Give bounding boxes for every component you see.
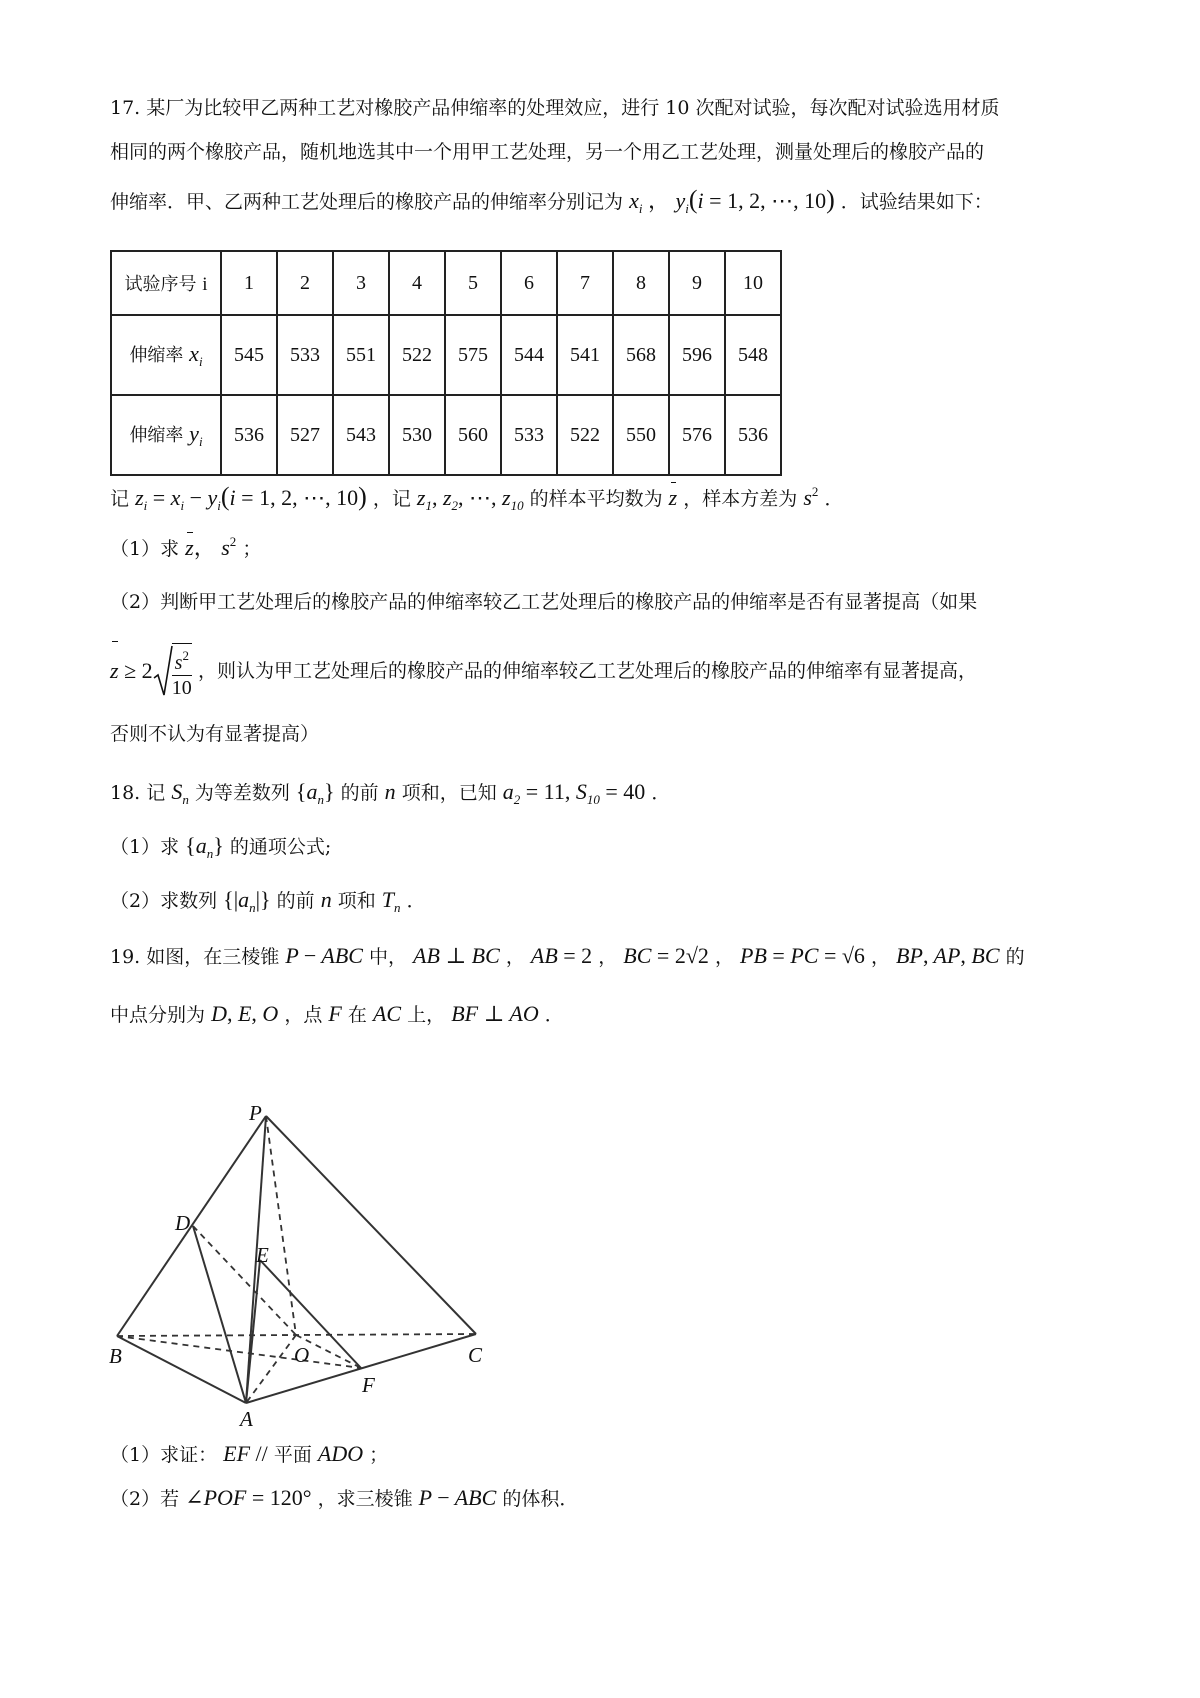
y-value-cell: 536 — [221, 395, 277, 475]
def-s2: $s^2$ — [803, 484, 819, 510]
def-formula-seq: $z_1$, $z_2$, ⋯, $z_{10}$ — [416, 485, 524, 513]
q19-part1-plane: 平面 — [273, 1444, 312, 1466]
q18-part1-prefix: （1）求 — [110, 836, 180, 858]
q18-n: n — [384, 779, 396, 804]
q19-segments: BP, AP, BC — [896, 943, 1000, 968]
q19-line2-above: 上， — [407, 1004, 446, 1026]
q19-bf-perp-ao: BF ⊥ AO — [451, 1001, 539, 1026]
part1-formula: z， $s^2$ — [185, 534, 237, 560]
part1-end: ； — [242, 538, 262, 560]
q19-prefix: 19. 如图，在三棱锥 — [110, 946, 280, 968]
y-value-cell: 543 — [333, 395, 389, 475]
q19-part2-pyramid: P − ABC — [418, 1485, 497, 1510]
q19-bc: BC = 2√2 — [623, 943, 709, 968]
index-cell: 4 — [389, 251, 445, 315]
y-value-cell: 522 — [557, 395, 613, 475]
q17-line-2: 相同的两个橡胶产品，随机地选其中一个用甲工艺处理，另一个用乙工艺处理，测量处理后的橡胶产品的 — [110, 141, 985, 163]
part1-prefix: （1）求 — [110, 538, 180, 560]
label-O: O — [294, 1343, 310, 1367]
label-F: F — [362, 1373, 375, 1397]
def-prefix: 记 — [110, 488, 130, 510]
q19-part-1 — [110, 1440, 388, 1469]
q17-line-3-formula: $x_i$ ， $y_i(i = 1$, 2, ⋯, 10) — [629, 185, 835, 216]
label-E: E — [256, 1243, 269, 1267]
y-value-cell: 536 — [725, 395, 781, 475]
index-cell: 8 — [613, 251, 669, 315]
q19-part2-prefix: （2）若 — [110, 1488, 180, 1510]
q19-part2-end: 的体积． — [502, 1488, 579, 1510]
q18-mid1: 为等差数列 — [194, 782, 290, 804]
q18-part2-Tn: $T_n$ — [381, 887, 401, 915]
q18-part2-end: ． — [406, 890, 426, 912]
q18-mid3: 项和，已知 — [401, 782, 497, 804]
q19-line2-end: ． — [544, 1004, 564, 1026]
y-value-cell: 560 — [445, 395, 501, 475]
index-cell: 1 — [221, 251, 277, 315]
q19-line2-prefix: 中点分别为 — [110, 1004, 206, 1026]
q19-sep-4: ， — [870, 946, 890, 968]
q18-part2-mid: 的前 — [276, 890, 315, 912]
q19-line2-on: 在 — [347, 1004, 367, 1026]
x-value-cell: 533 — [277, 315, 333, 395]
x-value-cell: 545 — [221, 315, 277, 395]
q19-point-F: F — [328, 1001, 342, 1026]
index-cell: 3 — [333, 251, 389, 315]
def-end: ． — [824, 488, 844, 510]
index-cell: 2 — [277, 251, 333, 315]
x-value-cell: 544 — [501, 315, 557, 395]
q18-part2-set: $\{|a_n|\}$ — [223, 887, 271, 915]
q18-prefix: 18. 记 — [110, 782, 166, 804]
y-value-cell: 576 — [669, 395, 725, 475]
x-value-cell: 541 — [557, 315, 613, 395]
q19-part2-angle: ∠POF = 120° — [185, 1485, 312, 1510]
q19-sep-2: ， — [598, 946, 618, 968]
q17-line-3-text: 伸缩率．甲、乙两种工艺处理后的橡胶产品的伸缩率分别记为 — [110, 191, 624, 213]
q18-an-set: $\{a_n\}$ — [295, 779, 335, 807]
label-C: C — [468, 1343, 483, 1367]
q17-part-2-line-1: （2）判断甲工艺处理后的橡胶产品的伸缩率较乙工艺处理后的橡胶产品的伸缩率是否有显著提高（如果 — [110, 591, 978, 613]
q19-in: 中， — [368, 946, 407, 968]
part2-line-2-text: ，则认为甲工艺处理后的橡胶产品的伸缩率较乙工艺处理后的橡胶产品的伸缩率有显著提高， — [197, 660, 977, 682]
q19-sep-1: ， — [505, 946, 525, 968]
q17-line-1: 17. 某厂为比较甲乙两种工艺对橡胶产品伸缩率的处理效应，进行 10 次配对试验，每次配对试验选用材质 — [110, 97, 1000, 119]
q19-part1-ado: ADO — [317, 1441, 364, 1466]
q18-given: $a_2 = 11$, $S_{10} = 40$ — [502, 779, 646, 807]
criterion-formula: z ≥ 2 — [110, 658, 153, 683]
q19-part1-end: ； — [369, 1444, 389, 1466]
x-value-cell: 568 — [613, 315, 669, 395]
q18-part1-set: $\{a_n\}$ — [185, 833, 224, 861]
x-value-cell: 596 — [669, 315, 725, 395]
q19-pb-pc: PB = PC = √6 — [740, 943, 865, 968]
q18-Sn: $S_n$ — [171, 779, 189, 807]
q19-sep-3: ， — [714, 946, 734, 968]
q19-part2-mid: ，求三棱锥 — [317, 1488, 413, 1510]
label-P: P — [249, 1101, 262, 1125]
y-value-cell: 527 — [277, 395, 333, 475]
y-value-cell: 530 — [389, 395, 445, 475]
label-A: A — [240, 1407, 253, 1431]
q17-line-3-end: ．试验结果如下： — [840, 191, 993, 213]
def-mean-text: 的样本平均数为 — [529, 488, 663, 510]
q18-part1-end: 的通项公式; — [229, 836, 332, 858]
y-value-cell: 550 — [613, 395, 669, 475]
q18-end: ． — [651, 782, 671, 804]
q19-de: 的 — [1005, 946, 1025, 968]
q19-perp: AB ⊥ BC — [413, 943, 500, 968]
q19-ab: AB = 2 — [530, 943, 593, 968]
q19-AC: AC — [372, 1001, 402, 1026]
def-mid: ，记 — [372, 488, 411, 510]
index-cell: 6 — [501, 251, 557, 315]
def-var-text: ，样本方差为 — [683, 488, 798, 510]
def-formula-z: $z_i = x_i - y_i(i = 1$, 2, ⋯, 10) — [135, 482, 367, 513]
q19-midpoints: D, E, O — [211, 1001, 279, 1026]
x-value-cell: 551 — [333, 315, 389, 395]
index-cell: 10 — [725, 251, 781, 315]
q18-part2-mid2: 项和 — [337, 890, 376, 912]
q19-part1-ef: EF // — [223, 1441, 268, 1466]
x-value-cell: 548 — [725, 315, 781, 395]
q19-pyramid: P − ABC — [285, 943, 363, 968]
q17-part-2-line-3: 否则不认为有显著提高） — [110, 723, 320, 745]
sqrt-radicand: $\frac{s^2}{10}$ — [172, 643, 192, 700]
q18-part2-n: n — [320, 887, 332, 912]
label-B: B — [109, 1344, 122, 1368]
q19-part1-prefix: （1）求证： — [110, 1444, 218, 1466]
index-cell: 9 — [669, 251, 725, 315]
x-value-cell: 575 — [445, 315, 501, 395]
def-zbar: z — [668, 485, 678, 510]
header-x-label: 伸缩率 $x_i$ — [111, 315, 221, 395]
header-index-label: 试验序号 i — [111, 251, 221, 315]
index-cell: 7 — [557, 251, 613, 315]
q18-mid2: 的前 — [340, 782, 379, 804]
header-y-label: 伸缩率 $y_i$ — [111, 395, 221, 475]
label-D: D — [175, 1211, 191, 1235]
q19-line2-mid: ，点 — [284, 1004, 323, 1026]
index-cell: 5 — [445, 251, 501, 315]
q18-part2-prefix: （2）求数列 — [110, 890, 218, 912]
x-value-cell: 522 — [389, 315, 445, 395]
y-value-cell: 533 — [501, 395, 557, 475]
q19-part-2 — [110, 1484, 578, 1513]
